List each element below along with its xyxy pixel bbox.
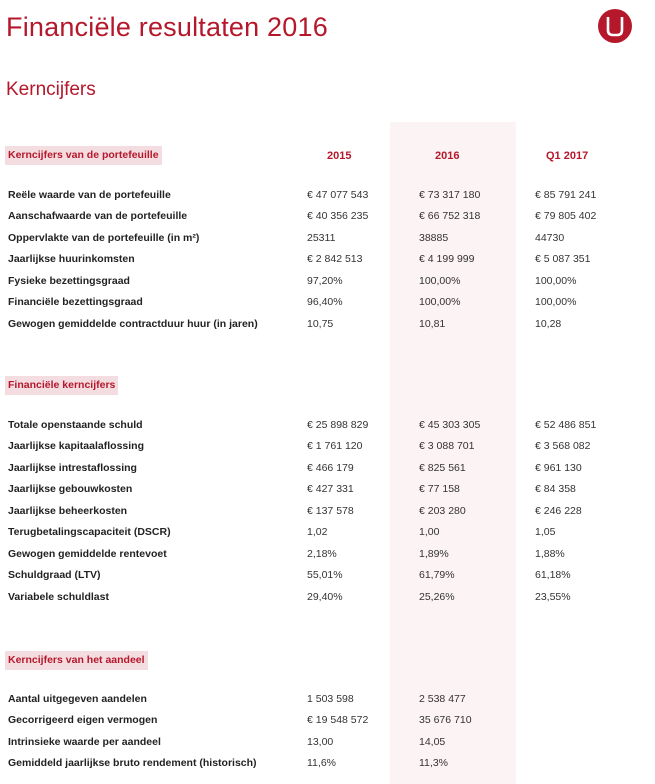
value-cell: € 66 752 318 [419, 210, 481, 222]
value-cell: 97,20% [307, 275, 343, 287]
value-cell: 10,81 [419, 318, 446, 330]
value-cell: 23,55% [535, 591, 571, 603]
table-row [0, 315, 655, 333]
value-cell: 29,40% [307, 591, 343, 603]
table-row [0, 545, 655, 563]
table-row [0, 229, 655, 247]
value-cell: € 825 561 [419, 462, 466, 474]
table-row [0, 250, 655, 268]
value-cell: 10,75 [307, 318, 334, 330]
table-row [0, 272, 655, 290]
table-row [0, 711, 655, 729]
value-cell: 1,00 [419, 526, 440, 538]
row-label: Aantal uitgegeven aandelen [8, 693, 147, 705]
row-label: Gewogen gemiddelde rentevoet [8, 548, 167, 560]
value-cell: € 427 331 [307, 483, 354, 495]
value-cell: 96,40% [307, 296, 343, 308]
row-label: Gewogen gemiddelde contractduur huur (in jaren) [8, 318, 258, 330]
section-heading: Kerncijfers van de portefeuille [5, 146, 162, 165]
value-cell: 1,88% [535, 548, 565, 560]
table-row [0, 523, 655, 541]
value-cell: 13,00 [307, 736, 334, 748]
table-row [0, 207, 655, 225]
value-cell: € 40 356 235 [307, 210, 369, 222]
row-label: Totale openstaande schuld [8, 419, 143, 431]
row-label: Schuldgraad (LTV) [8, 569, 101, 581]
row-label: Jaarlijkse intrestaflossing [8, 462, 137, 474]
row-label: Jaarlijkse beheerkosten [8, 505, 128, 517]
table-row [0, 588, 655, 606]
value-cell: 100,00% [419, 296, 461, 308]
value-cell: € 52 486 851 [535, 419, 597, 431]
value-cell: € 3 568 082 [535, 440, 591, 452]
value-cell: € 77 158 [419, 483, 460, 495]
value-cell: 35 676 710 [419, 714, 472, 726]
value-cell: 10,28 [535, 318, 562, 330]
table-row [0, 293, 655, 311]
value-cell: 1,89% [419, 548, 449, 560]
value-cell: € 961 130 [535, 462, 582, 474]
row-label: Reële waarde van de portefeuille [8, 189, 171, 201]
value-cell: € 85 791 241 [535, 189, 597, 201]
value-cell: 2,18% [307, 548, 337, 560]
value-cell: € 79 805 402 [535, 210, 597, 222]
value-cell: 1,05 [535, 526, 556, 538]
table-row [0, 186, 655, 204]
value-cell: € 45 303 305 [419, 419, 481, 431]
row-label: Oppervlakte van de portefeuille (in m²) [8, 232, 200, 244]
row-label: Gecorrigeerd eigen vermogen [8, 714, 158, 726]
value-cell: € 466 179 [307, 462, 354, 474]
value-cell: € 19 548 572 [307, 714, 369, 726]
row-label: Terugbetalingscapaciteit (DSCR) [8, 526, 171, 538]
value-cell: € 1 761 120 [307, 440, 363, 452]
value-cell: 100,00% [419, 275, 461, 287]
value-cell: 61,79% [419, 569, 455, 581]
section-subtitle: Kerncijfers [6, 79, 96, 100]
section-heading: Financiële kerncijfers [5, 376, 118, 395]
value-cell: 14,05 [419, 736, 446, 748]
table-row [0, 480, 655, 498]
value-cell: € 4 199 999 [419, 253, 475, 265]
row-label: Jaarlijkse huurinkomsten [8, 253, 135, 265]
table-row [0, 733, 655, 751]
value-cell: 38885 [419, 232, 449, 244]
value-cell: € 3 088 701 [419, 440, 475, 452]
value-cell: € 137 578 [307, 505, 354, 517]
year-header-q1-2017: Q1 2017 [546, 150, 589, 162]
table-row [0, 502, 655, 520]
u-logo-icon [598, 9, 632, 43]
value-cell: € 203 280 [419, 505, 466, 517]
value-cell: € 73 317 180 [419, 189, 481, 201]
value-cell: 1 503 598 [307, 693, 354, 705]
page-title: Financiële resultaten 2016 [6, 12, 328, 42]
year-header-2016: 2016 [435, 150, 460, 162]
value-cell: 61,18% [535, 569, 571, 581]
row-label: Gemiddeld jaarlijkse bruto rendement (historisch) [8, 757, 257, 769]
value-cell: 44730 [535, 232, 565, 244]
value-cell: € 2 842 513 [307, 253, 363, 265]
year-header-2015: 2015 [327, 150, 352, 162]
row-label: Jaarlijkse kapitaalaflossing [8, 440, 144, 452]
row-label: Aanschafwaarde van de portefeuille [8, 210, 188, 222]
row-label: Intrinsieke waarde per aandeel [8, 736, 161, 748]
row-label: Variabele schuldlast [8, 591, 109, 603]
row-label: Jaarlijkse gebouwkosten [8, 483, 133, 495]
row-label: Fysieke bezettingsgraad [8, 275, 130, 287]
value-cell: 100,00% [535, 275, 577, 287]
table-row [0, 437, 655, 455]
value-cell: € 47 077 543 [307, 189, 369, 201]
table-row [0, 690, 655, 708]
value-cell: € 5 087 351 [535, 253, 591, 265]
value-cell: 100,00% [535, 296, 577, 308]
value-cell: 2 538 477 [419, 693, 466, 705]
table-row [0, 459, 655, 477]
value-cell: 11,3% [419, 757, 448, 769]
value-cell: € 25 898 829 [307, 419, 369, 431]
table-row [0, 754, 655, 772]
value-cell: € 84 358 [535, 483, 576, 495]
section-heading: Kerncijfers van het aandeel [5, 651, 148, 670]
value-cell: 1,02 [307, 526, 328, 538]
value-cell: 25,26% [419, 591, 455, 603]
table-row [0, 566, 655, 584]
table-row [0, 416, 655, 434]
row-label: Financiële bezettingsgraad [8, 296, 143, 308]
value-cell: € 246 228 [535, 505, 582, 517]
value-cell: 55,01% [307, 569, 343, 581]
value-cell: 11,6% [307, 757, 336, 769]
value-cell: 25311 [307, 232, 336, 244]
